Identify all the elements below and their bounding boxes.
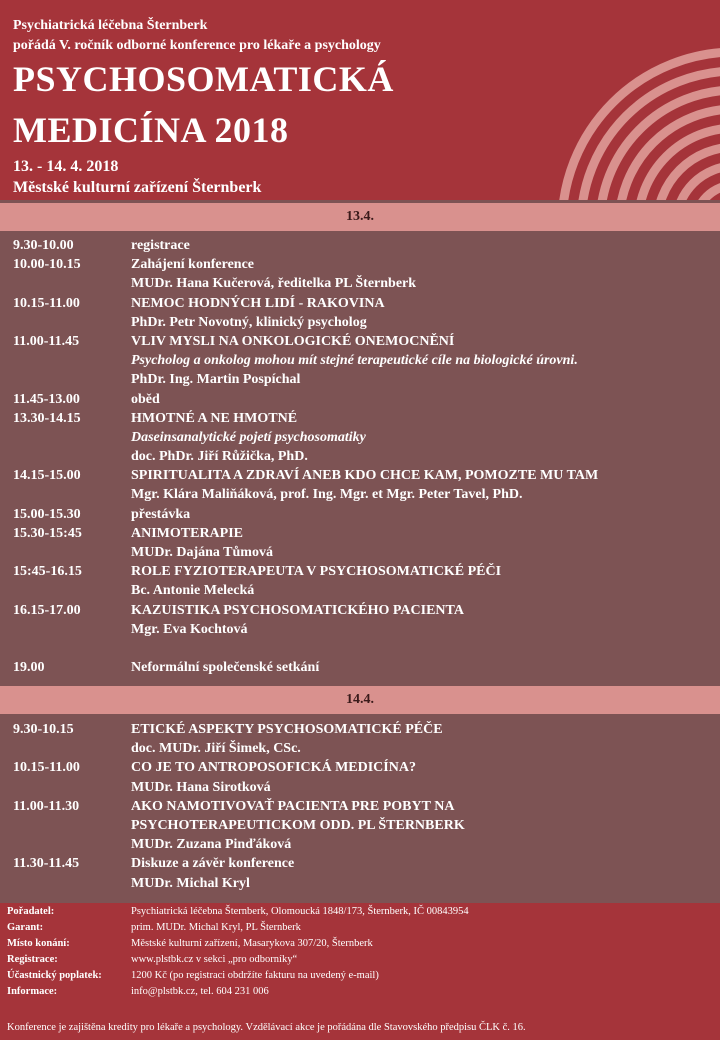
schedule-row [0, 603, 720, 622]
schedule-row [0, 722, 720, 741]
schedule-row [0, 526, 720, 545]
credits-note: Konference je zajištěna kredity pro lékaře a psychology. Vzdělávací akce je pořádána dle Stavovského předpisu ČLK č. 16. [7, 1022, 526, 1033]
schedule-item: PhDr. Petr Novotný, klinický psycholog [131, 314, 367, 330]
schedule-item: NEMOC HODNÝCH LIDÍ - RAKOVINA [131, 295, 385, 311]
schedule-time: 13.30-14.15 [13, 410, 81, 426]
schedule-item: ETICKÉ ASPEKTY PSYCHOSOMATICKÉ PÉČE [131, 722, 443, 737]
schedule-item: AKO NAMOTIVOVAŤ PACIENTA PRE POBYT NA [131, 798, 455, 814]
schedule-item: KAZUISTIKA PSYCHOSOMATICKÉHO PACIENTA [131, 602, 464, 618]
day2-schedule [0, 722, 720, 895]
schedule-row [0, 372, 720, 391]
footer-label: Účastnický poplatek: [7, 970, 102, 981]
day2-heading: 14.4. [0, 686, 720, 714]
schedule-row [0, 296, 720, 315]
schedule-row [0, 507, 720, 526]
conference-venue: Městské kulturní zařízení Šternberk [13, 179, 262, 196]
footer-value: prim. MUDr. Michal Kryl, PL Šternberk [131, 922, 301, 933]
footer-value: info@plstbk.cz, tel. 604 231 006 [131, 986, 269, 997]
arc-ring [695, 185, 720, 200]
schedule-item: Mgr. Eva Kochtová [131, 621, 248, 637]
schedule-time: 16.15-17.00 [13, 602, 81, 618]
schedule-time: 9.30-10.15 [13, 722, 74, 737]
arc-ring [600, 90, 720, 200]
header-banner [0, 0, 720, 200]
schedule-time: 15:45-16.15 [13, 564, 82, 580]
organizer-line: Psychiatrická léčebna Šternberk [13, 18, 208, 33]
schedule-row [0, 392, 720, 411]
schedule-row [0, 876, 720, 895]
conference-dates: 13. - 14. 4. 2018 [13, 158, 119, 175]
schedule-row [0, 622, 720, 641]
schedule-time: 11.00-11.30 [13, 798, 80, 814]
schedule-row [0, 780, 720, 799]
schedule-row [0, 583, 720, 602]
schedule-item: Zahájení konference [131, 257, 255, 273]
schedule-time: 19.00 [13, 660, 45, 676]
schedule-row [0, 741, 720, 760]
schedule-row [0, 641, 720, 660]
schedule-item: PSYCHOTERAPEUTICKOM ODD. PL ŠTERNBERK [131, 817, 465, 833]
footer-value: Městské kulturní zařízení, Masarykova 307/20, Šternberk [131, 938, 373, 949]
schedule-item: CO JE TO ANTROPOSOFICKÁ MEDICÍNA? [131, 760, 416, 776]
arc-ring [638, 128, 720, 200]
schedule-item: VLIV MYSLI NA ONKOLOGICKÉ ONEMOCNĚNÍ [131, 333, 455, 349]
schedule-item: Neformální společenské setkání [131, 660, 320, 676]
subtitle-line: pořádá V. ročník odborné konference pro lékaře a psychology [13, 38, 381, 53]
schedule-item: SPIRITUALITA A ZDRAVÍ ANEB KDO CHCE KAM, POMOZTE MU TAM [131, 468, 599, 484]
schedule-row [0, 468, 720, 487]
schedule-row [0, 334, 720, 353]
schedule-row [0, 238, 720, 257]
schedule-item: doc. MUDr. Jiří Šimek, CSc. [131, 741, 301, 757]
day1-heading: 13.4. [0, 203, 720, 231]
schedule-item: ROLE FYZIOTERAPEUTA V PSYCHOSOMATICKÉ PÉČI [131, 564, 502, 580]
schedule-time: 15.30-15:45 [13, 525, 82, 541]
schedule-item: MUDr. Zuzana Pinďáková [131, 837, 292, 853]
footer-label: Registrace: [7, 954, 58, 965]
schedule-time: 15.00-15.30 [13, 506, 81, 522]
schedule-item: ANIMOTERAPIE [131, 525, 244, 541]
schedule-row [0, 276, 720, 295]
schedule-item: Psycholog a onkolog mohou mít stejné terapeutické cíle na biologické úrovni. [131, 353, 578, 369]
schedule-item: MUDr. Hana Kučerová, ředitelka PL Šternberk [131, 276, 417, 292]
schedule-row [0, 818, 720, 837]
schedule-item: Bc. Antonie Melecká [131, 583, 255, 599]
schedule-time: 11.45-13.00 [13, 391, 80, 407]
schedule-row [0, 660, 720, 679]
schedule-item: PhDr. Ing. Martin Pospíchal [131, 372, 301, 388]
footer-info [0, 903, 720, 1040]
schedule-item: registrace [131, 238, 190, 253]
schedule-item: MUDr. Michal Kryl [131, 875, 250, 891]
schedule-row [0, 449, 720, 468]
schedule-item: Diskuze a závěr konference [131, 856, 295, 872]
schedule-row [0, 760, 720, 779]
schedule-row [0, 856, 720, 875]
footer-label: Garant: [7, 922, 44, 933]
schedule-item: MUDr. Hana Sirotková [131, 779, 271, 795]
schedule-time: 11.30-11.45 [13, 856, 80, 872]
schedule-time: 10.15-11.00 [13, 760, 80, 776]
schedule-row [0, 257, 720, 276]
schedule-time: 10.00-10.15 [13, 257, 81, 273]
schedule-item: doc. PhDr. Jiří Růžička, PhD. [131, 449, 308, 465]
schedule-row [0, 799, 720, 818]
schedule-item: Mgr. Klára Maliňáková, prof. Ing. Mgr. et Mgr. Peter Tavel, PhD. [131, 487, 523, 503]
schedule-item: Daseinsanalytické pojetí psychosomatiky [131, 429, 366, 445]
footer-label: Místo konání: [7, 938, 70, 949]
footer-label: Informace: [7, 986, 58, 997]
conference-title-line1: PSYCHOSOMATICKÁ [13, 59, 394, 99]
schedule-row [0, 353, 720, 372]
schedule-item: oběd [131, 391, 160, 407]
schedule-item: MUDr. Dajána Tůmová [131, 545, 273, 560]
footer-value: www.plstbk.cz v sekci „pro odborníky“ [131, 954, 298, 965]
schedule-item: HMOTNÉ A NE HMOTNÉ [131, 410, 298, 426]
schedule-time: 14.15-15.00 [13, 468, 81, 484]
schedule-row [0, 487, 720, 506]
schedule-row [0, 430, 720, 449]
schedule-item: přestávka [131, 506, 191, 522]
day1-schedule [0, 238, 720, 679]
footer-value: Psychiatrická léčebna Šternberk, Olomoucká 1848/173, Šternberk, IČ 00843954 [131, 906, 469, 917]
footer-label: Pořadatel: [7, 906, 55, 917]
schedule-row [0, 837, 720, 856]
schedule-time: 11.00-11.45 [13, 333, 80, 349]
conference-title-line2: MEDICÍNA 2018 [13, 110, 289, 150]
schedule-row [0, 315, 720, 334]
schedule-time: 9.30-10.00 [13, 238, 74, 253]
footer-value: 1200 Kč (po registraci obdržíte fakturu na uvedený e-mail) [131, 970, 379, 981]
schedule-row [0, 564, 720, 583]
schedule-row [0, 545, 720, 564]
schedule-time: 10.15-11.00 [13, 295, 80, 311]
schedule-row [0, 411, 720, 430]
